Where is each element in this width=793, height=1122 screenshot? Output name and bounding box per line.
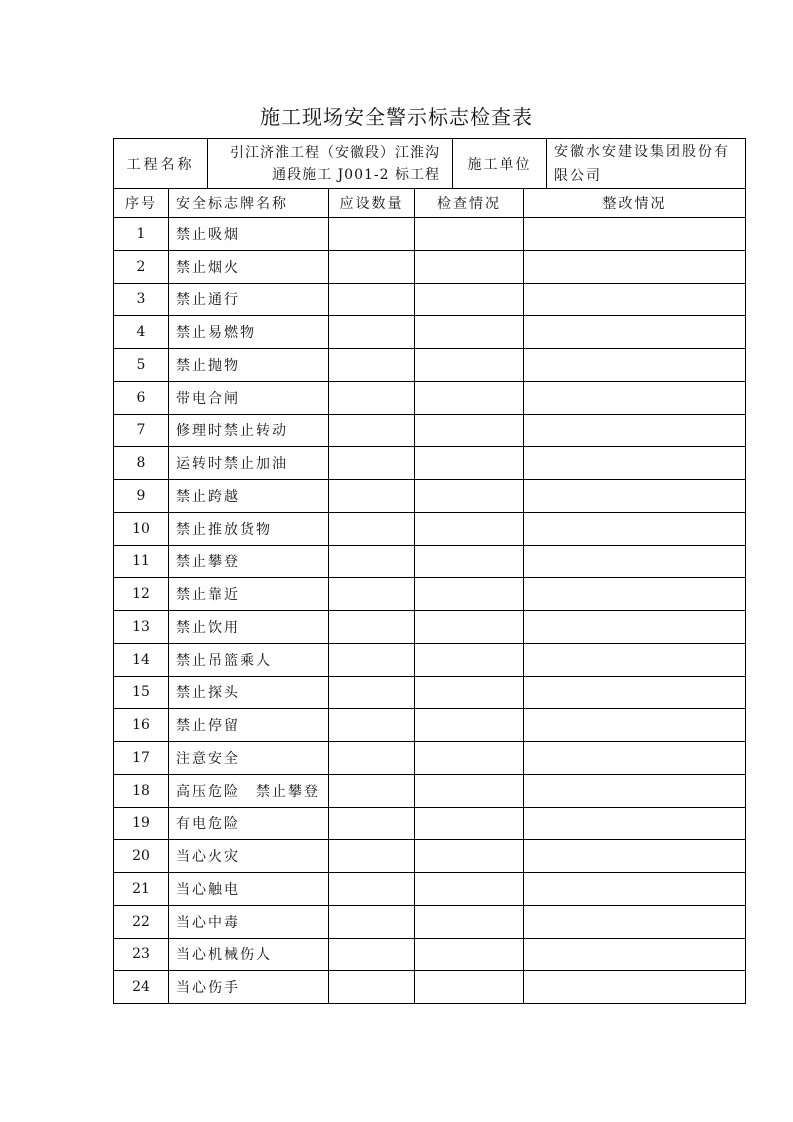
row-number: 1 (114, 218, 169, 251)
required-qty-cell[interactable] (329, 447, 415, 480)
rectification-cell[interactable] (524, 873, 746, 906)
rectification-cell[interactable] (524, 447, 746, 480)
inspection-cell[interactable] (415, 578, 524, 611)
col-header-sign-name: 安全标志牌名称 (169, 189, 329, 218)
page-title: 施工现场安全警示标志检查表 (260, 105, 533, 129)
table-row (114, 283, 746, 316)
required-qty-cell[interactable] (329, 742, 415, 775)
inspection-table (113, 138, 746, 1004)
project-name-value (208, 139, 453, 189)
sign-name: 禁止探头 (169, 676, 329, 709)
column-header-row (114, 189, 746, 218)
required-qty-cell[interactable] (329, 643, 415, 676)
row-number: 20 (114, 840, 169, 873)
rectification-cell[interactable] (524, 905, 746, 938)
row-number: 3 (114, 283, 169, 316)
inspection-cell[interactable] (415, 840, 524, 873)
row-number: 4 (114, 316, 169, 349)
table-row (114, 938, 746, 971)
inspection-cell[interactable] (415, 250, 524, 283)
col-header-no: 序号 (114, 189, 169, 218)
table-row (114, 807, 746, 840)
row-number: 7 (114, 414, 169, 447)
rectification-cell[interactable] (524, 938, 746, 971)
project-name-line1: 引江济淮工程（安徽段）江淮沟 (230, 144, 440, 161)
row-number: 21 (114, 873, 169, 906)
required-qty-cell[interactable] (329, 905, 415, 938)
table-row (114, 349, 746, 382)
construction-unit-label: 施工单位 (453, 139, 547, 189)
sign-name: 有电危险 (169, 807, 329, 840)
row-number: 8 (114, 447, 169, 480)
inspection-cell[interactable] (415, 742, 524, 775)
required-qty-cell[interactable] (329, 774, 415, 807)
inspection-cell[interactable] (415, 447, 524, 480)
required-qty-cell[interactable] (329, 381, 415, 414)
sign-name: 禁止吸烟 (169, 218, 329, 251)
table-row (114, 873, 746, 906)
inspection-cell[interactable] (415, 316, 524, 349)
col-header-required-qty: 应设数量 (329, 189, 415, 218)
row-number: 23 (114, 938, 169, 971)
required-qty-cell[interactable] (329, 545, 415, 578)
required-qty-cell[interactable] (329, 480, 415, 513)
rectification-cell[interactable] (524, 971, 746, 1004)
table-row (114, 250, 746, 283)
rectification-cell[interactable] (524, 676, 746, 709)
inspection-cell[interactable] (415, 480, 524, 513)
required-qty-cell[interactable] (329, 840, 415, 873)
table-row (114, 447, 746, 480)
rectification-cell[interactable] (524, 512, 746, 545)
inspection-cell[interactable] (415, 611, 524, 644)
sign-name: 禁止通行 (169, 283, 329, 316)
row-number: 24 (114, 971, 169, 1004)
sign-name: 当心机械伤人 (169, 938, 329, 971)
required-qty-cell[interactable] (329, 218, 415, 251)
rectification-cell[interactable] (524, 480, 746, 513)
table-row (114, 676, 746, 709)
table-row (114, 381, 746, 414)
construction-unit-line1: 安徽水安建设集团股份有 (554, 144, 730, 160)
required-qty-cell[interactable] (329, 349, 415, 382)
sign-name: 禁止抛物 (169, 349, 329, 382)
inspection-cell[interactable] (415, 283, 524, 316)
table-row (114, 512, 746, 545)
required-qty-cell[interactable] (329, 709, 415, 742)
row-number: 14 (114, 643, 169, 676)
sign-name: 修理时禁止转动 (169, 414, 329, 447)
required-qty-cell[interactable] (329, 676, 415, 709)
table-row (114, 774, 746, 807)
inspection-cell[interactable] (415, 873, 524, 906)
inspection-cell[interactable] (415, 709, 524, 742)
table-row (114, 643, 746, 676)
rectification-cell[interactable] (524, 218, 746, 251)
row-number: 22 (114, 905, 169, 938)
row-number: 10 (114, 512, 169, 545)
row-number: 9 (114, 480, 169, 513)
inspection-cell[interactable] (415, 905, 524, 938)
required-qty-cell[interactable] (329, 250, 415, 283)
sign-name: 禁止烟火 (169, 250, 329, 283)
inspection-cell[interactable] (415, 774, 524, 807)
inspection-cell[interactable] (415, 512, 524, 545)
sign-name: 禁止吊篮乘人 (169, 643, 329, 676)
rectification-cell[interactable] (524, 774, 746, 807)
inspection-cell[interactable] (415, 218, 524, 251)
rectification-cell[interactable] (524, 578, 746, 611)
row-number: 12 (114, 578, 169, 611)
row-number: 18 (114, 774, 169, 807)
table-row (114, 414, 746, 447)
rectification-cell[interactable] (524, 349, 746, 382)
sign-name: 禁止跨越 (169, 480, 329, 513)
sign-name: 禁止易燃物 (169, 316, 329, 349)
table-row (114, 316, 746, 349)
col-header-rectification: 整改情况 (524, 189, 746, 218)
table-row (114, 905, 746, 938)
rectification-cell[interactable] (524, 283, 746, 316)
sign-name: 禁止推放货物 (169, 512, 329, 545)
row-number: 11 (114, 545, 169, 578)
sign-name: 带电合闸 (169, 381, 329, 414)
required-qty-cell[interactable] (329, 414, 415, 447)
sign-name: 当心中毒 (169, 905, 329, 938)
inspection-cell[interactable] (415, 807, 524, 840)
row-number: 5 (114, 349, 169, 382)
row-number: 2 (114, 250, 169, 283)
row-number: 17 (114, 742, 169, 775)
table-row (114, 971, 746, 1004)
project-name-line2: 通段施工 J001-2 标工程 (272, 166, 440, 183)
required-qty-cell[interactable] (329, 512, 415, 545)
sign-name: 禁止靠近 (169, 578, 329, 611)
row-number: 16 (114, 709, 169, 742)
rectification-cell[interactable] (524, 807, 746, 840)
rectification-cell[interactable] (524, 611, 746, 644)
sign-name: 当心火灾 (169, 840, 329, 873)
required-qty-cell[interactable] (329, 316, 415, 349)
row-number: 19 (114, 807, 169, 840)
required-qty-cell[interactable] (329, 283, 415, 316)
col-header-inspection: 检查情况 (415, 189, 524, 218)
sign-name: 当心伤手 (169, 971, 329, 1004)
sign-name: 注意安全 (169, 742, 329, 775)
table-row (114, 709, 746, 742)
inspection-cell[interactable] (415, 545, 524, 578)
sign-name: 禁止停留 (169, 709, 329, 742)
table-row (114, 742, 746, 775)
sign-name: 高压危险 禁止攀登 (169, 774, 329, 807)
row-number: 15 (114, 676, 169, 709)
row-number: 13 (114, 611, 169, 644)
required-qty-cell[interactable] (329, 807, 415, 840)
sign-name: 运转时禁止加油 (169, 447, 329, 480)
inspection-cell[interactable] (415, 643, 524, 676)
construction-unit-value (547, 139, 746, 189)
table-row (114, 545, 746, 578)
construction-unit-line2: 限公司 (554, 168, 602, 184)
inspection-cell[interactable] (415, 938, 524, 971)
rectification-cell[interactable] (524, 316, 746, 349)
required-qty-cell[interactable] (329, 873, 415, 906)
rectification-cell[interactable] (524, 381, 746, 414)
table-row (114, 578, 746, 611)
rectification-cell[interactable] (524, 709, 746, 742)
project-name-label: 工程名称 (114, 139, 208, 189)
table-row (114, 218, 746, 251)
sign-name: 当心触电 (169, 873, 329, 906)
required-qty-cell[interactable] (329, 971, 415, 1004)
rectification-cell[interactable] (524, 250, 746, 283)
project-info-row (114, 139, 746, 189)
rectification-cell[interactable] (524, 840, 746, 873)
sign-name: 禁止攀登 (169, 545, 329, 578)
rectification-cell[interactable] (524, 742, 746, 775)
inspection-cell[interactable] (415, 349, 524, 382)
rectification-cell[interactable] (524, 414, 746, 447)
inspection-cell[interactable] (415, 676, 524, 709)
inspection-cell[interactable] (415, 381, 524, 414)
inspection-cell[interactable] (415, 414, 524, 447)
sign-name: 禁止饮用 (169, 611, 329, 644)
rectification-cell[interactable] (524, 643, 746, 676)
inspection-cell[interactable] (415, 971, 524, 1004)
rectification-cell[interactable] (524, 545, 746, 578)
table-row (114, 611, 746, 644)
required-qty-cell[interactable] (329, 578, 415, 611)
required-qty-cell[interactable] (329, 938, 415, 971)
table-row (114, 840, 746, 873)
row-number: 6 (114, 381, 169, 414)
table-row (114, 480, 746, 513)
required-qty-cell[interactable] (329, 611, 415, 644)
